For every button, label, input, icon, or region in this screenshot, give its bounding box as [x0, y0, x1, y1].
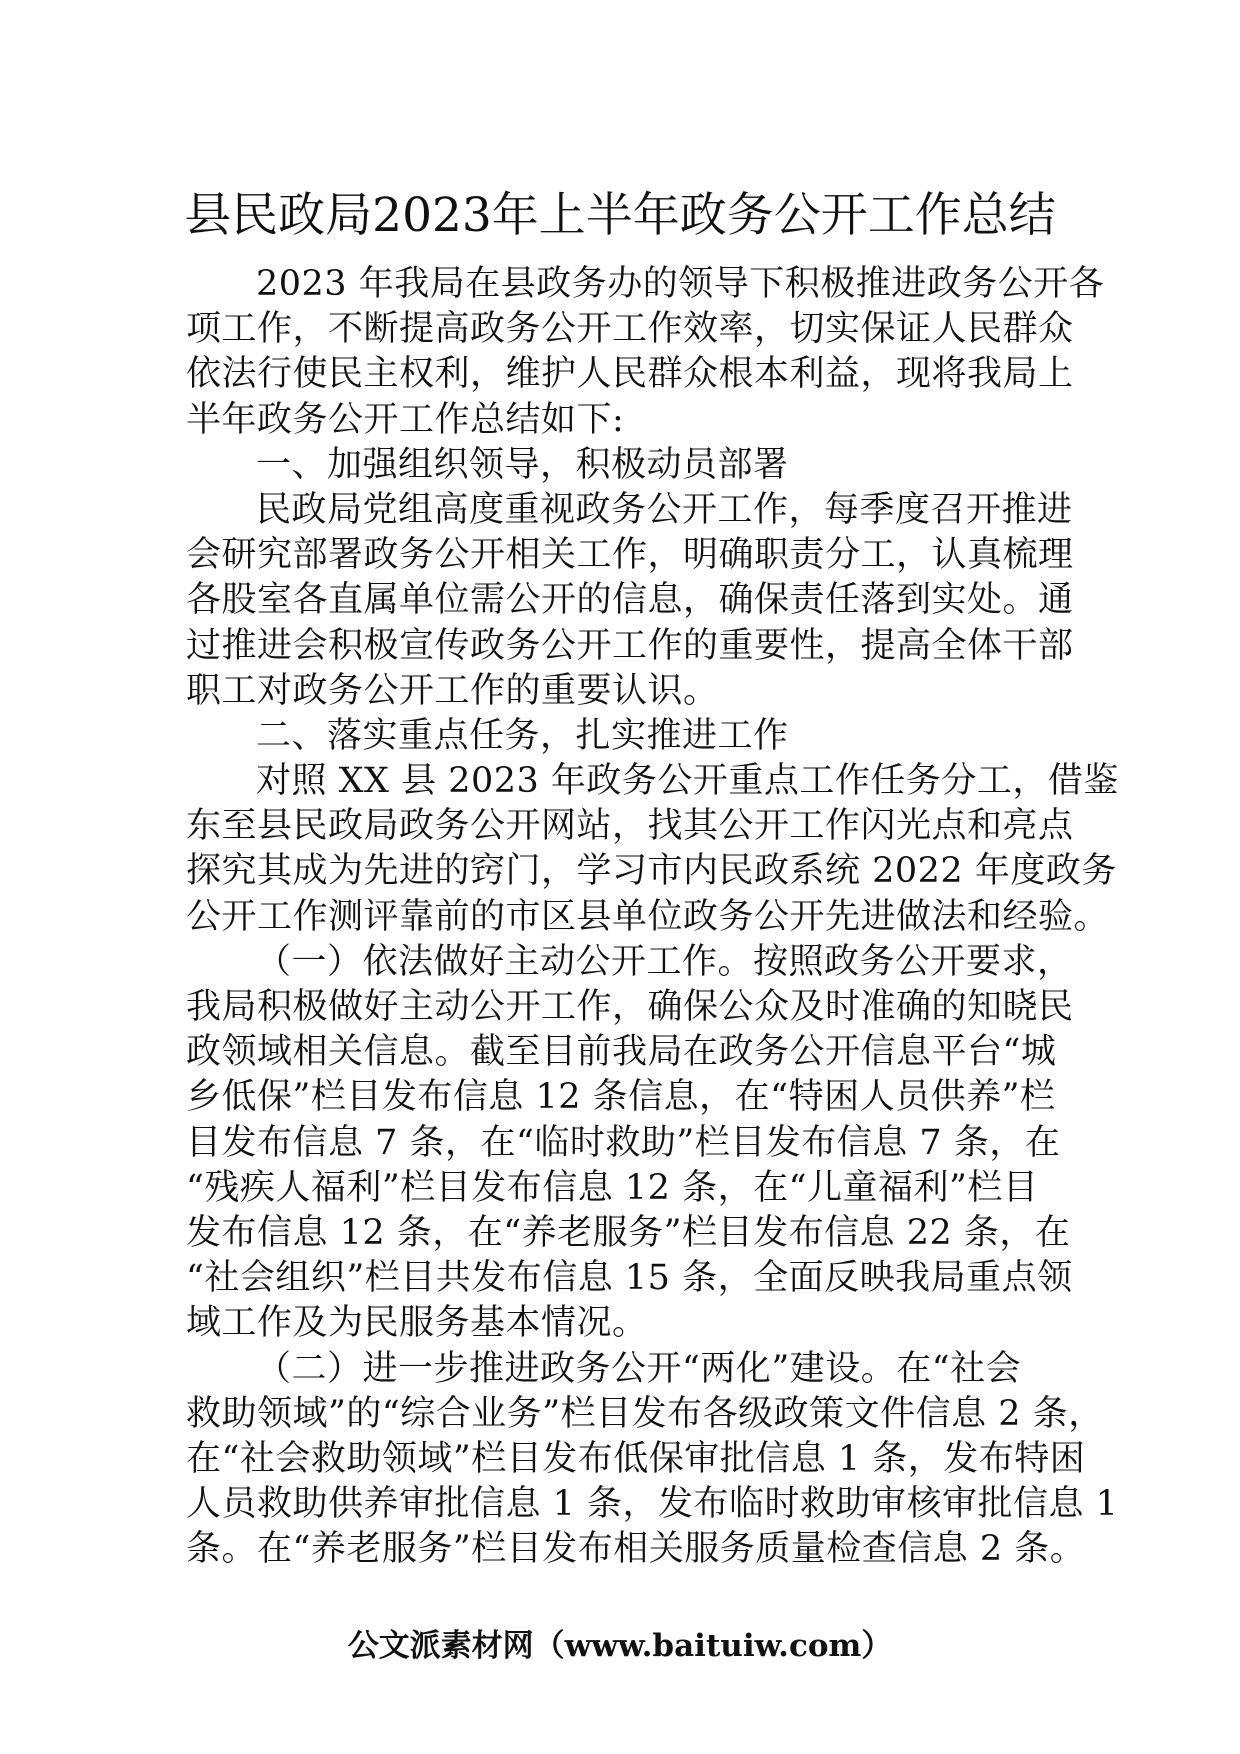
- text-line: （二）进一步推进政务公开“两化”建设。在“社会: [256, 1348, 1022, 1389]
- text-line: 公开工作测评靠前的市区县单位政务公开先进做法和经验。: [186, 896, 1110, 937]
- text-line: 在“社会救助领域”栏目发布低保审批信息 1 条，发布特困: [186, 1438, 1086, 1479]
- text-line: 救助领域”的“综合业务”栏目发布各级政策文件信息 2 条，: [186, 1393, 1104, 1434]
- text-line: 依法行使民主权利，维护人民群众根本利益，现将我局上: [186, 354, 1074, 395]
- text-line: “社会组织”栏目共发布信息 15 条，全面反映我局重点领: [186, 1258, 1073, 1299]
- text-line: 乡低保”栏目发布信息 12 条信息，在“特困人员供养”栏: [186, 1077, 1056, 1118]
- text-line: 会研究部署政务公开相关工作，明确职责分工，认真梳理: [186, 535, 1074, 576]
- text-line: 半年政务公开工作总结如下:: [186, 399, 625, 440]
- section-heading: 一、加强组织领导，积极动员部署: [256, 444, 789, 485]
- footer-watermark: 公文派素材网（www.baituiw.com）: [347, 1628, 893, 1664]
- text-line: 条。在“养老服务”栏目发布相关服务质量检查信息 2 条。: [186, 1529, 1086, 1570]
- text-line: 我局积极做好主动公开工作，确保公众及时准确的知晓民: [186, 987, 1074, 1027]
- text-line: （一）依法做好主动公开工作。按照政务公开要求，: [256, 941, 1073, 982]
- text-line: 项工作，不断提高政务公开工作效率，切实保证人民群众: [186, 309, 1074, 350]
- text-line: 民政局党组高度重视政务公开工作，每季度召开推进: [256, 489, 1073, 530]
- document-title: 县民政局2023年上半年政务公开工作总结: [184, 188, 1056, 243]
- text-line: 各股室各直属单位需公开的信息，确保责任落到实处。通: [186, 580, 1074, 621]
- text-line: 域工作及为民服务基本情况。: [186, 1303, 648, 1344]
- text-line: 职工对政务公开工作的重要认识。: [186, 670, 719, 711]
- text-line: 目发布信息 7 条，在“临时救助”栏目发布信息 7 条，在: [186, 1122, 1061, 1163]
- text-line: 2023 年我局在县政务办的领导下积极推进政务公开各: [256, 264, 1105, 304]
- text-line: 政领域相关信息。截至目前我局在政务公开信息平台“城: [186, 1032, 1057, 1073]
- text-line: 探究其成为先进的窍门，学习市内民政系统 2022 年度政务: [186, 851, 1117, 892]
- section-heading: 二、落实重点任务，扎实推进工作: [256, 715, 789, 756]
- text-line: 发布信息 12 条，在“养老服务”栏目发布信息 22 条，在: [186, 1212, 1071, 1253]
- text-line: 对照 XX 县 2023 年政务公开重点工作任务分工，借鉴: [256, 761, 1119, 802]
- text-line: 东至县民政局政务公开网站，找其公开工作闪光点和亮点: [186, 806, 1074, 847]
- text-line: 过推进会积极宣传政务公开工作的重要性，提高全体干部: [186, 625, 1074, 666]
- text-line: “残疾人福利”栏目发布信息 12 条，在“儿童福利”栏目: [186, 1167, 1039, 1208]
- text-line: 人员救助供养审批信息 1 条，发布临时救助审核审批信息 1: [186, 1484, 1119, 1525]
- document-body: [186, 262, 1119, 1572]
